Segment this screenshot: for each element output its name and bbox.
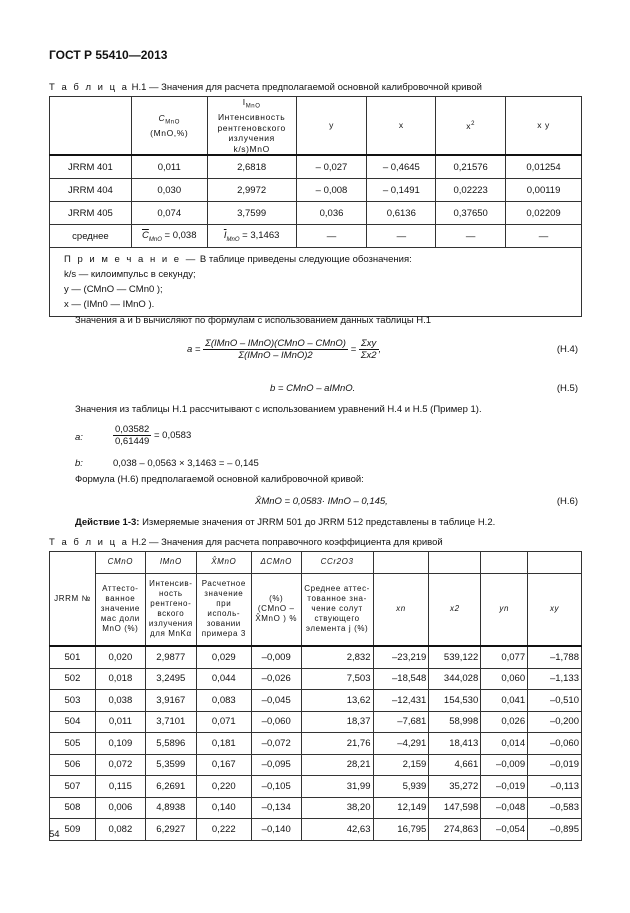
calc-a bbox=[113, 424, 191, 447]
table2-cell: –0,009 bbox=[481, 754, 528, 776]
table1-header-xy: x y bbox=[506, 97, 582, 156]
table1-row bbox=[50, 202, 582, 225]
table2-cell: 35,272 bbox=[429, 776, 481, 798]
table1-cell: 0,01254 bbox=[506, 155, 582, 179]
note-line1: k/s — килоимпульс в секунду; bbox=[64, 269, 196, 281]
table2-cell: –0,113 bbox=[528, 776, 582, 798]
table2-cell: 5,3599 bbox=[145, 754, 196, 776]
eq4-numerator: Σ(IMnO – IMnO)(CMnO – CMnO) bbox=[205, 338, 346, 349]
calc-b: 0,038 – 0,0563 × 3,1463 = – 0,145 bbox=[113, 458, 259, 469]
table1-mean-c: $\overline{C}_{MnO} = 0,038$ bbox=[131, 225, 207, 248]
table2 bbox=[49, 551, 582, 841]
table2-cell: 0,044 bbox=[196, 668, 251, 690]
table2-cell: 507 bbox=[50, 776, 96, 798]
table2-row bbox=[50, 797, 582, 819]
table2-cell: 0,115 bbox=[95, 776, 145, 798]
table1-header-c-symbol: C bbox=[158, 112, 166, 123]
table2-cell: 2,159 bbox=[373, 754, 429, 776]
table2-cell: –0,095 bbox=[251, 754, 301, 776]
table2-cell: –0,026 bbox=[251, 668, 301, 690]
table2-desc-i: Интенсив-ность рентгено-вского излучения для MnKα bbox=[145, 573, 196, 646]
action-line bbox=[75, 517, 495, 528]
eq4-fraction bbox=[203, 338, 348, 361]
table2-row bbox=[50, 819, 582, 841]
table2-cell: 0,038 bbox=[95, 690, 145, 712]
table1-mean-i-value: = 3,1463 bbox=[242, 229, 280, 241]
table1-header-x: x bbox=[367, 97, 436, 156]
eq6-number: (Н.6) bbox=[556, 496, 578, 507]
table1-header-x2-base: x bbox=[466, 121, 472, 132]
table2-cell: 344,028 bbox=[429, 668, 481, 690]
table1-cell: 0,011 bbox=[131, 155, 207, 179]
table2-header-blank bbox=[373, 552, 429, 574]
table2-cell: 0,014 bbox=[481, 733, 528, 755]
eq4-number: (Н.4) bbox=[556, 344, 578, 355]
equation-h4: a = $\frac{\text{Σ(IMnO – IMnO)(CMnO – CMnO)}}{\text{Σ(IMnO – IMnO)2}}$ = $\frac{\text{Σxy}}{\Sigma x2}$ , bbox=[187, 338, 382, 361]
table2-cell: –0,054 bbox=[481, 819, 528, 841]
table2-cell: 2,9877 bbox=[145, 646, 196, 668]
table2-cell: 16,795 bbox=[373, 819, 429, 841]
table2-cell: 0,220 bbox=[196, 776, 251, 798]
table1-mean-row bbox=[50, 225, 582, 248]
table1-cell: – 0,027 bbox=[296, 155, 367, 179]
table2-cell: 0,020 bbox=[95, 646, 145, 668]
table1-cell: – 0,1491 bbox=[367, 179, 436, 202]
calc-a-den: 0,61449 bbox=[115, 436, 150, 447]
table2-cell: 42,63 bbox=[301, 819, 373, 841]
table1-cell: 0,02209 bbox=[506, 202, 582, 225]
table2-cell: 0,018 bbox=[95, 668, 145, 690]
table2-cell: 274,863 bbox=[429, 819, 481, 841]
table2-cell: –23,219 bbox=[373, 646, 429, 668]
table2-row bbox=[50, 668, 582, 690]
text-formulas-intro: Значения a и b вычисляют по формулам с использованием данных таблицы Н.1 bbox=[75, 315, 432, 326]
table2-cell: 3,9167 bbox=[145, 690, 196, 712]
table2-desc-yn: yn bbox=[481, 573, 528, 646]
table1-cell: – 0,4645 bbox=[367, 155, 436, 179]
standard-header: ГОСТ Р 55410—2013 bbox=[49, 48, 168, 62]
table2-row bbox=[50, 733, 582, 755]
table2-cell: 154,530 bbox=[429, 690, 481, 712]
table2-cell: 6,2927 bbox=[145, 819, 196, 841]
table2-cell: 6,2691 bbox=[145, 776, 196, 798]
table2-cell: 503 bbox=[50, 690, 96, 712]
table2-header-jrrm: JRRM № bbox=[50, 552, 96, 647]
table2-header-delta-c: ΔCMnO bbox=[251, 552, 301, 574]
table2-cell: 31,99 bbox=[301, 776, 373, 798]
table1-mean-dash: — bbox=[436, 225, 506, 248]
table2-cell: 18,37 bbox=[301, 711, 373, 733]
table1-header-i-sub: MnO bbox=[245, 103, 261, 110]
table1-header-row bbox=[50, 97, 582, 156]
eq4-rhs-fraction bbox=[359, 338, 379, 361]
table2-cell: –0,510 bbox=[528, 690, 582, 712]
table1-header-c-unit: (MnO,%) bbox=[150, 127, 189, 138]
table2-desc-ccr: Среднее аттес-тованное зна-чение солут ствующего элемента j (%) bbox=[301, 573, 373, 646]
table2-header-xhat: X̂MnO bbox=[196, 552, 251, 574]
table2-desc-c: Аттесто-ванное значение мас доли MnO (%) bbox=[95, 573, 145, 646]
table1-cell: JRRM 404 bbox=[50, 179, 132, 202]
note-text: В таблице приведены следующие обозначения: bbox=[199, 254, 412, 266]
table1-header-i bbox=[207, 97, 296, 156]
table2-cell: 509 bbox=[50, 819, 96, 841]
table2-cell: 508 bbox=[50, 797, 96, 819]
table2-desc-row bbox=[50, 573, 582, 646]
eq4-rhs-den: Σx2 bbox=[360, 350, 377, 361]
calc-a-num: 0,03582 bbox=[115, 424, 150, 435]
table2-cell: 4,8938 bbox=[145, 797, 196, 819]
table1-cell: 0,030 bbox=[131, 179, 207, 202]
table2-cell: 3,7101 bbox=[145, 711, 196, 733]
table2-cell: 501 bbox=[50, 646, 96, 668]
table2-caption-prefix: Т а б л и ц а bbox=[49, 537, 129, 548]
table1-cell: 0,37650 bbox=[436, 202, 506, 225]
table2-cell: 504 bbox=[50, 711, 96, 733]
table2-cell: 0,006 bbox=[95, 797, 145, 819]
table2-cell: 5,939 bbox=[373, 776, 429, 798]
table1-cell: 3,7599 bbox=[207, 202, 296, 225]
table2-row bbox=[50, 754, 582, 776]
table2-desc-xn: xn bbox=[373, 573, 429, 646]
table2-top-row bbox=[50, 552, 582, 574]
table1-caption bbox=[49, 82, 482, 93]
calc-a-fraction bbox=[113, 424, 151, 447]
table2-cell: –0,140 bbox=[251, 819, 301, 841]
table2-cell: 0,140 bbox=[196, 797, 251, 819]
table1-header-i-text2: рентгеновского bbox=[217, 122, 286, 133]
eq4-lhs: a = bbox=[187, 344, 201, 356]
table2-cell: 539,122 bbox=[429, 646, 481, 668]
table1-mean-dash: — bbox=[367, 225, 436, 248]
table1-cell: 0,6136 bbox=[367, 202, 436, 225]
note-line2: y — (CMnO — CMn0 ); bbox=[64, 284, 163, 296]
table1-mean-dash: — bbox=[506, 225, 582, 248]
table2-cell: 4,661 bbox=[429, 754, 481, 776]
table2-cell: 0,083 bbox=[196, 690, 251, 712]
table1-note bbox=[50, 248, 582, 317]
table2-header-blank bbox=[429, 552, 481, 574]
table2-cell: 0,060 bbox=[481, 668, 528, 690]
table2-cell: 0,011 bbox=[95, 711, 145, 733]
table1-cell: 2,9972 bbox=[207, 179, 296, 202]
table2-cell: –0,895 bbox=[528, 819, 582, 841]
table1-header-empty bbox=[50, 97, 132, 156]
table2-cell: –0,009 bbox=[251, 646, 301, 668]
table2-header-i: IMnO bbox=[145, 552, 196, 574]
table2-cell: –0,060 bbox=[528, 733, 582, 755]
table1-header-i-text1: Интенсивность bbox=[217, 112, 286, 123]
table1-header-i-symbol: I bbox=[242, 97, 246, 107]
table2-cell: –0,048 bbox=[481, 797, 528, 819]
note-line3: x — (IMn0 — IMnO ). bbox=[64, 299, 155, 311]
table2-caption-text: Н.2 — Значения для расчета поправочного коэффициента для кривой bbox=[131, 537, 443, 548]
table1-cell: 0,21576 bbox=[436, 155, 506, 179]
action-label: Действие 1-3: bbox=[75, 517, 140, 528]
equation-h5: b = CMnO – aIMnO. bbox=[270, 383, 356, 394]
table2-cell: –18,548 bbox=[373, 668, 429, 690]
table2-header-c: CMnO bbox=[95, 552, 145, 574]
table2-cell: –0,019 bbox=[481, 776, 528, 798]
table2-cell: 18,413 bbox=[429, 733, 481, 755]
table1-caption-prefix: Т а б л и ц а bbox=[49, 82, 129, 93]
table2-cell: 0,071 bbox=[196, 711, 251, 733]
table2-header-ccr: CCr2O3 bbox=[301, 552, 373, 574]
action-text: Измеряемые значения от JRRM 501 до JRRM 512 представлены в таблице Н.2. bbox=[142, 517, 496, 528]
table2-caption bbox=[49, 537, 443, 548]
table2-cell: –12,431 bbox=[373, 690, 429, 712]
table1-header-c bbox=[131, 97, 207, 156]
eq5-number: (Н.5) bbox=[556, 383, 578, 394]
text-formula-h6-intro: Формула (Н.6) предполагаемой основной калибровочной кривой: bbox=[75, 474, 364, 485]
table2-desc-xy: xy bbox=[528, 573, 582, 646]
table2-cell: 3,2495 bbox=[145, 668, 196, 690]
table2-cell: 58,998 bbox=[429, 711, 481, 733]
table2-desc-xhat: Расчетное значение при исполь-зовании примера 3 bbox=[196, 573, 251, 646]
calc-a-label: a: bbox=[75, 432, 83, 443]
table2-cell: 12,149 bbox=[373, 797, 429, 819]
calc-a-result: = 0,0583 bbox=[153, 430, 192, 442]
table1-mean-dash: — bbox=[296, 225, 367, 248]
table1-cell: 0,036 bbox=[296, 202, 367, 225]
table2-cell: –0,583 bbox=[528, 797, 582, 819]
table2-cell: 28,21 bbox=[301, 754, 373, 776]
table2-cell: –0,019 bbox=[528, 754, 582, 776]
text-values-from-table: Значения из таблицы Н.1 рассчитывают с использованием уравнений Н.4 и Н.5 (Пример 1). bbox=[75, 404, 482, 415]
table1-header-x2 bbox=[436, 97, 506, 156]
table2-cell: 0,167 bbox=[196, 754, 251, 776]
equation-h6: X̂MnO = 0,0583· IMnO – 0,145, bbox=[255, 496, 388, 507]
table1-header-c-sub: MnO bbox=[165, 119, 181, 126]
table1-mean-c-value: = 0,038 bbox=[164, 229, 197, 241]
table1-cell: 0,00119 bbox=[506, 179, 582, 202]
table2-cell: –0,105 bbox=[251, 776, 301, 798]
table1-header-x2-sup: 2 bbox=[471, 121, 476, 128]
table2-body bbox=[50, 646, 582, 840]
table1-cell: 2,6818 bbox=[207, 155, 296, 179]
table2-cell: –0,072 bbox=[251, 733, 301, 755]
table2-header-blank bbox=[528, 552, 582, 574]
table1-note-row bbox=[50, 248, 582, 317]
table1-cell: JRRM 401 bbox=[50, 155, 132, 179]
table1-mean-label: среднее bbox=[50, 225, 132, 248]
eq4-denominator: Σ(IMnO – IMnO)2 bbox=[238, 350, 313, 361]
table1-header-y: y bbox=[296, 97, 367, 156]
calc-b-label: b: bbox=[75, 458, 83, 469]
table2-cell: –7,681 bbox=[373, 711, 429, 733]
table1-cell: – 0,008 bbox=[296, 179, 367, 202]
table2-cell: –0,134 bbox=[251, 797, 301, 819]
page-number: 54 bbox=[49, 829, 60, 840]
table2-cell: 5,5896 bbox=[145, 733, 196, 755]
table2-cell: 0,072 bbox=[95, 754, 145, 776]
table2-cell: 0,082 bbox=[95, 819, 145, 841]
table1-caption-text: Н.1 — Значения для расчета предполагаемой основной калибровочной кривой bbox=[131, 82, 482, 93]
table2-row bbox=[50, 646, 582, 668]
table1-cell: 0,074 bbox=[131, 202, 207, 225]
table2-cell: 0,077 bbox=[481, 646, 528, 668]
table1-mean-i: $\overline{I}_{MnO} = 3,1463$ bbox=[207, 225, 296, 248]
table2-cell: 502 bbox=[50, 668, 96, 690]
table2-cell: 147,598 bbox=[429, 797, 481, 819]
table2-cell: –1,788 bbox=[528, 646, 582, 668]
table2-cell: –0,200 bbox=[528, 711, 582, 733]
table1-row bbox=[50, 179, 582, 202]
table2-row bbox=[50, 690, 582, 712]
table2-cell: 0,026 bbox=[481, 711, 528, 733]
table2-cell: –4,291 bbox=[373, 733, 429, 755]
table1 bbox=[49, 96, 582, 317]
table2-cell: 7,503 bbox=[301, 668, 373, 690]
table1-row bbox=[50, 155, 582, 179]
eq4-rhs-num: Σxy bbox=[359, 338, 379, 350]
table2-cell: 505 bbox=[50, 733, 96, 755]
table2-cell: 0,029 bbox=[196, 646, 251, 668]
table2-cell: 506 bbox=[50, 754, 96, 776]
table2-cell: 38,20 bbox=[301, 797, 373, 819]
table1-cell: 0,02223 bbox=[436, 179, 506, 202]
table1-cell: JRRM 405 bbox=[50, 202, 132, 225]
table2-cell: 21,76 bbox=[301, 733, 373, 755]
table2-cell: –0,045 bbox=[251, 690, 301, 712]
table2-row bbox=[50, 711, 582, 733]
table2-desc-delta: (%) (CMnO – X̂MnO ) % bbox=[251, 573, 301, 646]
note-prefix: П р и м е ч а н и е — bbox=[64, 254, 198, 266]
table2-header-blank bbox=[481, 552, 528, 574]
table2-cell: 13,62 bbox=[301, 690, 373, 712]
table2-row bbox=[50, 776, 582, 798]
table2-cell: 0,041 bbox=[481, 690, 528, 712]
table2-cell: 0,222 bbox=[196, 819, 251, 841]
table2-desc-x2: x2 bbox=[429, 573, 481, 646]
table2-cell: –0,060 bbox=[251, 711, 301, 733]
table2-cell: –1,133 bbox=[528, 668, 582, 690]
table2-cell: 0,109 bbox=[95, 733, 145, 755]
table1-header-i-text3: излучения k/s)MnO bbox=[228, 133, 275, 154]
table2-cell: 0,181 bbox=[196, 733, 251, 755]
table2-cell: 2,832 bbox=[301, 646, 373, 668]
